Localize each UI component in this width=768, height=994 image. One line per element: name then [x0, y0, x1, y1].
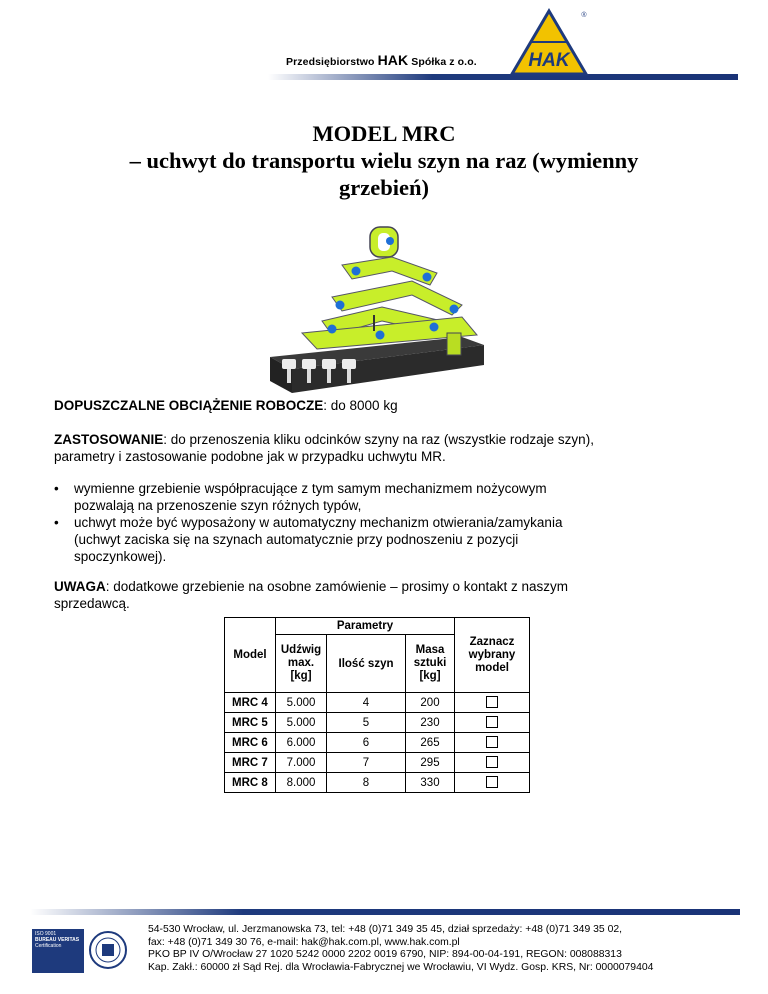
select-checkbox[interactable] [486, 736, 498, 748]
list-item: • wymienne grzebienie współpracujące z tym samym mechanizmem nożycowym pozwalają na przenoszenie szyn różnych typów, [22, 480, 722, 514]
col-model-header: Model [225, 618, 276, 693]
footer-contact: 54-530 Wrocław, ul. Jerzmanowska 73, tel: +48 (0)71 349 35 45, dział sprzedaży: +48 (0)71 349 35 02, fax: +48 (0)71 349 30 76, e-mail: hak@hak.com.pl, www.hak.com.pl PKO BP IV O/Wrocław 27 1020 5242 0000 2202 0019 6790, NIP: 894-00-04-191, REGON: 008088313 Kap. Zakł.: 60000 zł Sąd Rej. dla Wrocławia-Fabrycznej we Wrocławiu, VI Wydz. Gosp. KRS, Nr: 0000079404 [148, 924, 654, 973]
load-paragraph: DOPUSZCZALNE OBCIĄŻENIE ROBOCZE: do 8000 kg [54, 398, 398, 413]
col-rails-header: Ilość szyn [327, 635, 406, 693]
company-brand: HAK [377, 52, 409, 68]
product-image [262, 225, 487, 393]
usage-paragraph: ZASTOSOWANIE: do przenoszenia kliku odcinków szyny na raz (wszystkie rodzaje szyn), parametry i zastosowanie podobne jak w przypadku uchwytu MR. [54, 432, 594, 464]
page-title: MODEL MRC – uchwyt do transportu wielu szyn na raz (wymienny grzebień) [129, 121, 639, 200]
col-select-header: Zaznacz wybrany model [455, 618, 530, 693]
header-bar [268, 74, 738, 80]
logo-text: HAK [528, 50, 570, 71]
select-checkbox[interactable] [486, 756, 498, 768]
col-capacity-header: Udźwig max. [kg] [276, 635, 327, 693]
col-mass-header: Masa sztuki [kg] [406, 635, 455, 693]
parameters-group-header: Parametry [276, 618, 455, 635]
select-checkbox[interactable] [486, 716, 498, 728]
company-name: Przedsiębiorstwo HAK Spółka z o.o. [286, 52, 477, 68]
footer-bar [30, 909, 740, 915]
registered-mark: ® [581, 12, 587, 19]
table-row: MRC 4 5.000 4 200 [225, 693, 530, 713]
parameters-table [224, 617, 530, 793]
hak-logo [508, 8, 590, 80]
select-checkbox[interactable] [486, 776, 498, 788]
table-row: MRC 6 6.000 6 265 [225, 733, 530, 753]
table-row: MRC 8 8.000 8 330 [225, 773, 530, 793]
table-row: MRC 5 5.000 5 230 [225, 713, 530, 733]
iso-certification-badge: ISO 9001 BUREAU VERITAS Certification [32, 929, 84, 973]
bureau-veritas-seal [88, 930, 128, 970]
note-paragraph: UWAGA: dodatkowe grzebienie na osobne zamówienie – prosimy o kontakt z naszym sprzedawcą. [54, 579, 568, 611]
features-list [22, 480, 722, 565]
select-checkbox[interactable] [486, 696, 498, 708]
list-item: • uchwyt może być wyposażony w automatyczny mechanizm otwierania/zamykania (uchwyt zaciska się na szynach automatycznie przy podnoszeniu z pozycji spoczynkowej). [22, 514, 722, 565]
table-row: MRC 7 7.000 7 295 [225, 753, 530, 773]
